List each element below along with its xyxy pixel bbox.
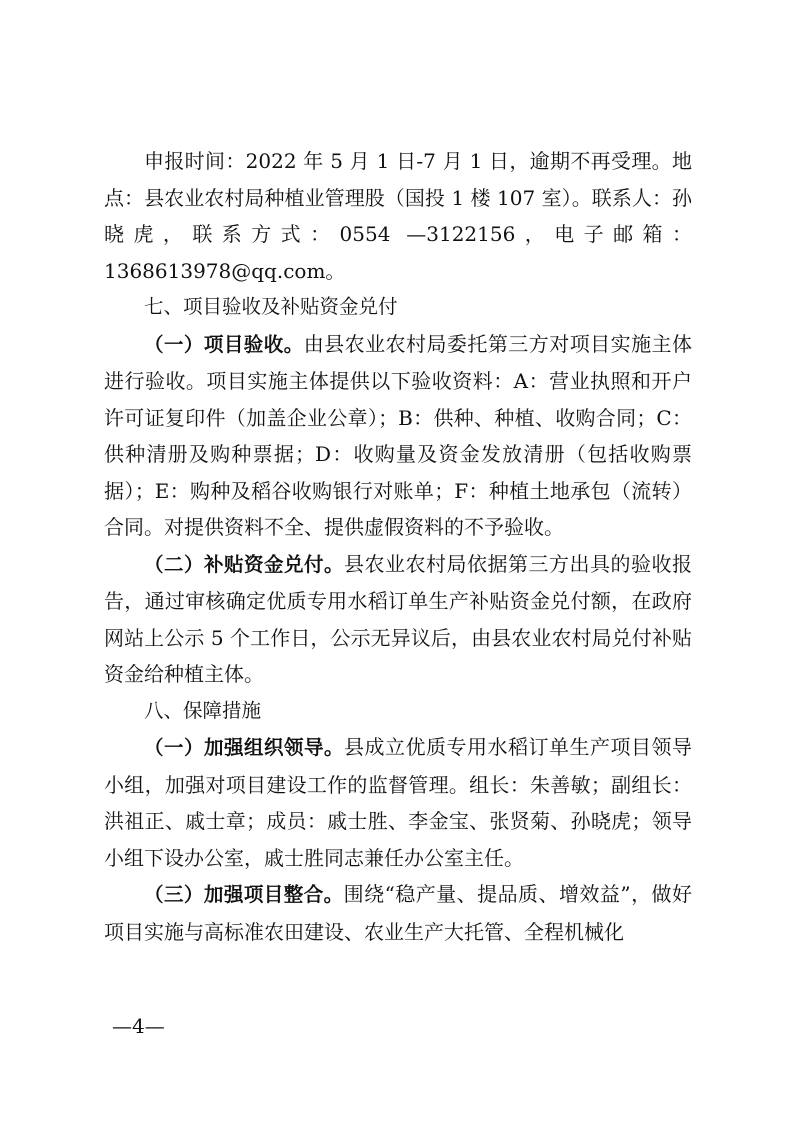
paragraph-lead: （一）加强组织领导。: [144, 736, 344, 759]
paragraph-text: 县农业农村局依据第三方出具的验收报告，通过审核确定优质专用水稻订单生产补贴资金兑付额，在政府网站上公示 5 个工作日，公示无异议后，由县农业农村局兑付补贴资金给种植主体。: [104, 551, 692, 686]
paragraph-lead: （一）项目验收。: [144, 332, 304, 356]
subsidy-payment-paragraph: [104, 546, 692, 693]
document-body: [104, 143, 692, 950]
paragraph-text: 围绕“稳产量、提品质、增效益”，做好项目实施与高标准农田建设、农业生产大托管、全程机械化: [104, 882, 692, 944]
organization-leadership-paragraph: [104, 729, 692, 876]
heading-text: 八、保障措施: [144, 698, 262, 722]
paragraph-text: 县成立优质专用水稻订单生产项目领导小组，加强对项目建设工作的监督管理。组长：朱善敏；副组长：洪祖正、戚士章；成员：戚士胜、李金宝、张贤菊、孙晓虎；领导小组下设办公室，戚士胜同志兼任办公室主任。: [104, 735, 692, 870]
paragraph-lead: （二）补贴资金兑付。: [144, 552, 344, 576]
section-heading-safeguards: [104, 693, 692, 730]
paragraph-text: 申报时间：2022 年 5 月 1 日-7 月 1 日，逾期不再受理。地点：县农业农村局种植业管理股（国投 1 楼 107 室）。联系人：孙晓虎，联系方式：0554 —3122156，电子邮箱：1368613978@qq.com。: [104, 149, 692, 283]
paragraph-lead: （三）加强项目整合。: [144, 883, 344, 906]
paragraph-text: 由县农业农村局委托第三方对项目实施主体进行验收。项目实施主体提供以下验收资料：A：营业执照和开户许可证复印件（加盖企业公章）；B：供种、种植、收购合同；C：供种清册及购种票据；D：收购量及资金发放清册（包括收购票据）；E：购种及稻谷收购银行对账单；F：种植土地承包（流转）合同。对提供资料不全、提供虚假资料的不予验收。: [104, 331, 692, 539]
heading-text: 七、项目验收及补贴资金兑付: [144, 295, 398, 318]
application-info-paragraph: [104, 143, 692, 289]
section-heading-acceptance: [104, 289, 692, 326]
project-integration-paragraph: [104, 876, 692, 950]
page-number: —4—: [112, 1014, 165, 1038]
project-acceptance-paragraph: [104, 326, 692, 546]
